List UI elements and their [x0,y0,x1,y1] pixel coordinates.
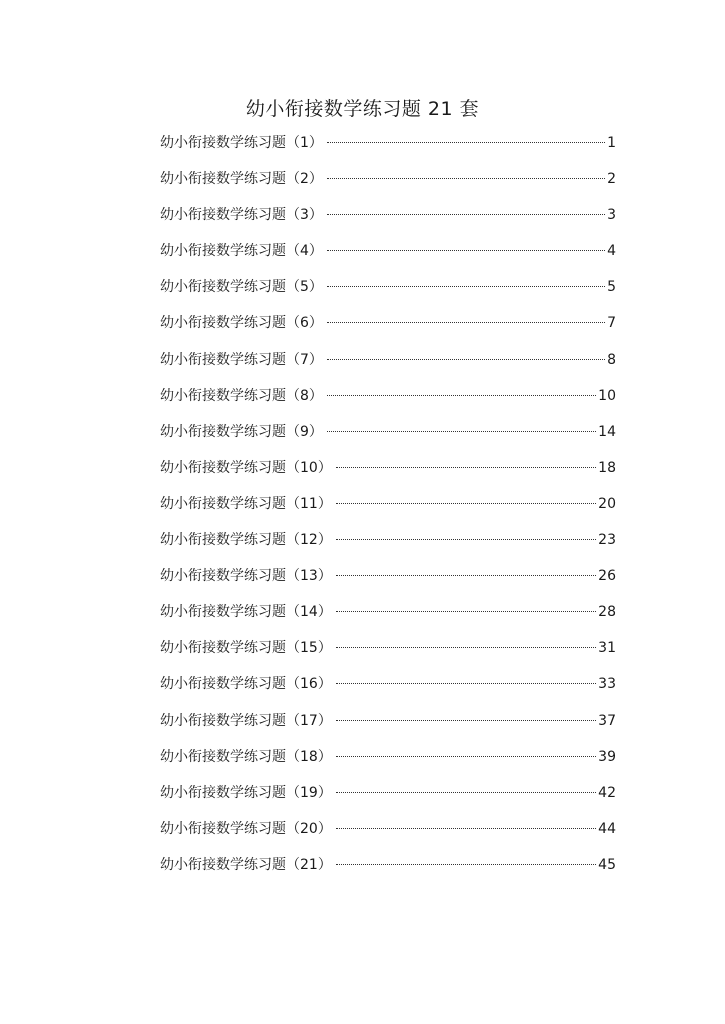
toc-entry-label: 幼小衔接数学练习题（5） [160,279,323,296]
toc-entry-page-number: 39 [598,748,616,765]
toc-dot-leader [327,286,605,287]
toc-entry-label: 幼小衔接数学练习题（12） [160,532,332,549]
toc-dot-leader [336,539,596,540]
toc-dot-leader [336,611,596,612]
toc-entry-page-number: 5 [607,279,616,296]
table-of-contents [160,126,616,884]
toc-entry-label: 幼小衔接数学练习题（19） [160,784,332,801]
toc-entry[interactable] [160,704,616,740]
toc-entry[interactable] [160,234,616,270]
toc-entry-label: 幼小衔接数学练习题（20） [160,820,332,837]
toc-entry[interactable] [160,812,616,848]
toc-entry[interactable] [160,595,616,631]
toc-entry[interactable] [160,667,616,703]
toc-entry[interactable] [160,198,616,234]
toc-entry[interactable] [160,343,616,379]
toc-dot-leader [327,250,605,251]
toc-dot-leader [327,178,605,179]
toc-entry-page-number: 7 [607,315,616,332]
toc-entry-label: 幼小衔接数学练习题（14） [160,604,332,621]
toc-dot-leader [336,864,596,865]
toc-entry-label: 幼小衔接数学练习题（10） [160,459,332,476]
toc-entry-page-number: 45 [598,856,616,873]
toc-dot-leader [336,503,596,504]
toc-entry[interactable] [160,379,616,415]
toc-dot-leader [336,792,596,793]
document-title: 幼小衔接数学练习题 21 套 [245,98,480,120]
toc-entry-label: 幼小衔接数学练习题（13） [160,568,332,585]
toc-entry[interactable] [160,306,616,342]
toc-dot-leader [336,647,596,648]
toc-entry[interactable] [160,162,616,198]
toc-entry-page-number: 10 [598,387,616,404]
toc-entry[interactable] [160,451,616,487]
toc-entry-label: 幼小衔接数学练习题（1） [160,135,323,151]
toc-entry[interactable] [160,270,616,306]
toc-entry-page-number: 2 [607,171,616,188]
toc-entry-page-number: 4 [607,243,616,260]
toc-dot-leader [327,142,605,143]
toc-entry-label: 幼小衔接数学练习题（11） [160,495,332,512]
toc-dot-leader [336,720,596,721]
toc-entry-label: 幼小衔接数学练习题（16） [160,676,332,693]
toc-entry[interactable] [160,523,616,559]
toc-dot-leader [336,756,596,757]
toc-dot-leader [327,395,596,396]
toc-dot-leader [336,683,596,684]
toc-entry[interactable] [160,776,616,812]
toc-entry-label: 幼小衔接数学练习题（18） [160,748,332,765]
toc-dot-leader [327,359,605,360]
toc-entry[interactable] [160,848,616,884]
toc-entry[interactable] [160,631,616,667]
toc-entry-label: 幼小衔接数学练习题（4） [160,243,323,260]
toc-entry[interactable] [160,126,616,162]
toc-entry-page-number: 33 [598,676,616,693]
toc-dot-leader [327,214,605,215]
toc-dot-leader [336,467,596,468]
toc-entry-page-number: 26 [598,568,616,585]
toc-entry-page-number: 44 [598,820,616,837]
toc-dot-leader [336,828,596,829]
toc-entry-label: 幼小衔接数学练习题（7） [160,351,323,368]
toc-entry-page-number: 42 [598,784,616,801]
toc-entry-page-number: 14 [598,423,616,440]
toc-entry-label: 幼小衔接数学练习题（6） [160,315,323,332]
toc-entry-label: 幼小衔接数学练习题（2） [160,171,323,188]
toc-dot-leader [327,322,605,323]
toc-entry-page-number: 20 [598,495,616,512]
toc-entry[interactable] [160,740,616,776]
toc-entry-page-number: 1 [607,135,616,151]
toc-entry-label: 幼小衔接数学练习题（15） [160,640,332,657]
toc-entry-label: 幼小衔接数学练习题（21） [160,856,332,873]
toc-entry-page-number: 23 [598,532,616,549]
toc-entry-page-number: 8 [607,351,616,368]
toc-entry-page-number: 31 [598,640,616,657]
toc-entry[interactable] [160,415,616,451]
toc-entry-page-number: 18 [598,459,616,476]
toc-entry-page-number: 37 [598,712,616,729]
toc-entry[interactable] [160,559,616,595]
toc-entry-page-number: 28 [598,604,616,621]
toc-entry-label: 幼小衔接数学练习题（17） [160,712,332,729]
toc-entry-label: 幼小衔接数学练习题（9） [160,423,323,440]
toc-entry-label: 幼小衔接数学练习题（8） [160,387,323,404]
toc-entry-label: 幼小衔接数学练习题（3） [160,207,323,224]
toc-entry-page-number: 3 [607,207,616,224]
toc-dot-leader [327,431,596,432]
toc-entry[interactable] [160,487,616,523]
toc-dot-leader [336,575,596,576]
